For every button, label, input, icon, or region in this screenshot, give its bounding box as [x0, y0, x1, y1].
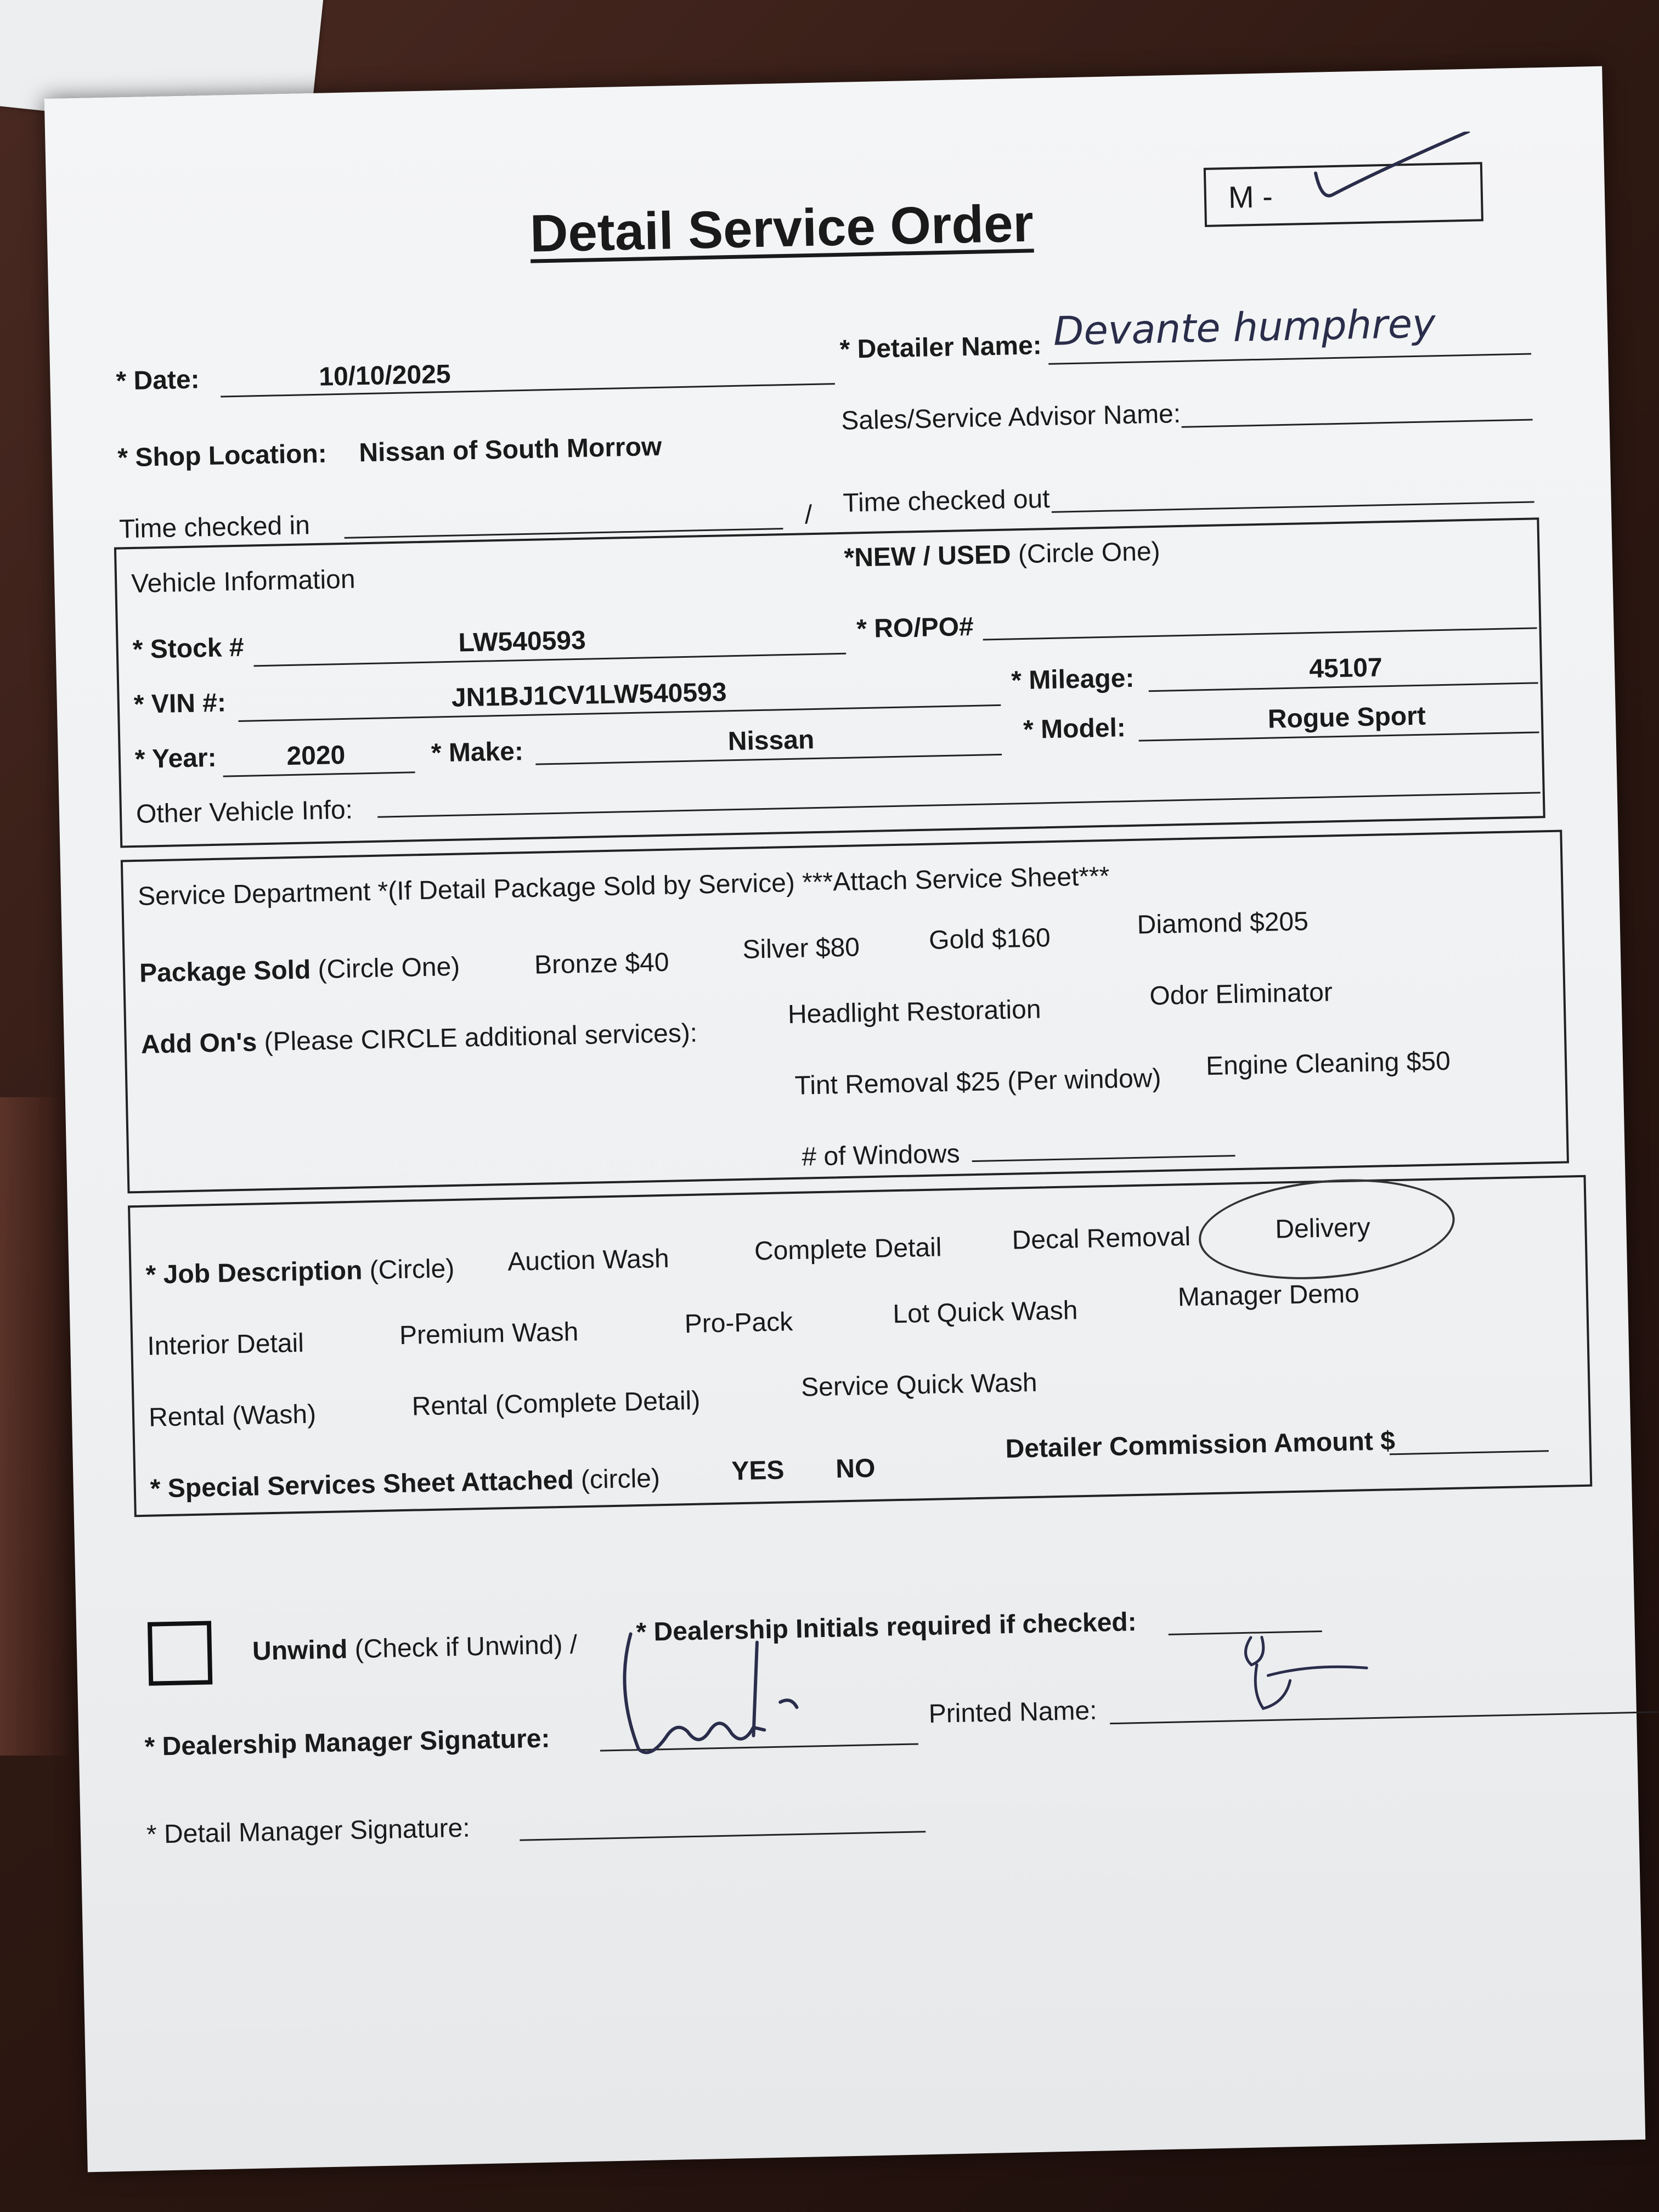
mileage-label: * Mileage:	[1011, 663, 1135, 696]
detailer-signature: Devante humphrey	[1053, 300, 1436, 354]
job-pro-pack[interactable]: Pro-Pack	[684, 1307, 793, 1339]
time-out-label: Time checked out	[842, 484, 1051, 518]
initials-label: * Dealership Initials required if checked:	[635, 1607, 1137, 1647]
package-diamond[interactable]: Diamond $205	[1137, 907, 1309, 940]
vin-value: JN1BJ1CV1LW540593	[451, 678, 727, 713]
job-complete-detail[interactable]: Complete Detail	[754, 1233, 942, 1266]
new-used-hint: (Circle One)	[1018, 537, 1161, 569]
printed-name-line	[1110, 1711, 1658, 1724]
job-field	[145, 1254, 455, 1290]
job-delivery[interactable]: Delivery	[1274, 1212, 1371, 1244]
model-label: * Model:	[1023, 713, 1126, 745]
addons-hint: (Please CIRCLE additional services):	[264, 1018, 698, 1057]
job-hint: (Circle)	[369, 1254, 455, 1285]
checkmark-icon	[1310, 132, 1476, 223]
shop-label: * Shop Location:	[117, 439, 328, 473]
detailer-label: * Detailer Name:	[839, 331, 1042, 364]
job-rental-wash[interactable]: Rental (Wash)	[148, 1400, 317, 1432]
detail-manager-line	[520, 1831, 926, 1841]
m-box-label: M -	[1228, 179, 1273, 215]
job-rental-complete[interactable]: Rental (Complete Detail)	[411, 1386, 701, 1421]
job-manager-demo[interactable]: Manager Demo	[1177, 1279, 1360, 1312]
special-label: * Special Services Sheet Attached	[150, 1465, 574, 1504]
job-service-quick-wash[interactable]: Service Quick Wash	[800, 1368, 1038, 1402]
commission-label: Detailer Commission Amount $	[1005, 1426, 1396, 1464]
year-label: * Year:	[134, 743, 217, 774]
time-in-label: Time checked in	[119, 511, 311, 544]
job-decal-removal[interactable]: Decal Removal	[1012, 1222, 1191, 1255]
model-value: Rogue Sport	[1267, 701, 1426, 734]
advisor-label: Sales/Service Advisor Name:	[840, 399, 1181, 436]
addon-odor[interactable]: Odor Eliminator	[1149, 978, 1333, 1011]
time-out-line	[1052, 501, 1534, 512]
service-order-sheet	[44, 66, 1646, 2172]
unwind-checkbox[interactable]	[148, 1621, 212, 1685]
m-box	[1204, 162, 1483, 227]
windows-label: # of Windows	[801, 1139, 961, 1172]
date-label: * Date:	[115, 365, 200, 396]
manager-signature-scribble	[614, 1618, 847, 1766]
job-label: * Job Description	[145, 1256, 363, 1290]
detail-manager-label: * Detail Manager Signature:	[146, 1813, 471, 1849]
job-auction-wash[interactable]: Auction Wash	[507, 1244, 670, 1277]
special-yes[interactable]: YES	[731, 1455, 785, 1486]
advisor-line	[1182, 419, 1533, 427]
stock-label: * Stock #	[132, 633, 245, 664]
stock-value: LW540593	[458, 625, 586, 658]
service-header: Service Department *(If Detail Package Sold by Service) ***Attach Service Sheet***	[137, 861, 1110, 911]
addon-headlight[interactable]: Headlight Restoration	[787, 995, 1042, 1030]
make-value: Nissan	[727, 725, 815, 757]
package-hint: (Circle One)	[318, 952, 460, 985]
addon-tint[interactable]: Tint Removal $25 (Per window)	[794, 1063, 1161, 1101]
addon-engine[interactable]: Engine Cleaning $50	[1205, 1046, 1451, 1081]
special-hint: (circle)	[580, 1464, 661, 1495]
dm-signature-label: * Dealership Manager Signature:	[144, 1724, 550, 1762]
unwind-hint: (Check if Unwind) /	[354, 1630, 578, 1664]
new-used-label: *NEW / USED	[844, 540, 1012, 573]
job-interior-detail[interactable]: Interior Detail	[146, 1328, 304, 1361]
package-silver[interactable]: Silver $80	[742, 933, 860, 964]
package-label: Package Sold	[139, 955, 311, 988]
printed-name-label: Printed Name:	[928, 1696, 1098, 1729]
year-value: 2020	[286, 740, 346, 771]
other-info-label: Other Vehicle Info:	[136, 795, 353, 829]
time-slash: /	[804, 500, 812, 530]
package-gold[interactable]: Gold $160	[928, 923, 1051, 955]
job-lot-quick-wash[interactable]: Lot Quick Wash	[892, 1296, 1078, 1329]
ropo-label: * RO/PO#	[856, 612, 974, 644]
shop-value: Nissan of South Morrow	[358, 432, 662, 468]
vehicle-section-label: Vehicle Information	[131, 565, 356, 599]
package-bronze[interactable]: Bronze $40	[534, 947, 670, 980]
make-label: * Make:	[431, 737, 524, 768]
unwind-label: Unwind	[252, 1635, 348, 1666]
unwind-field	[252, 1629, 578, 1666]
addons-label: Add On's	[140, 1028, 257, 1059]
printed-name-initials	[1228, 1618, 1373, 1720]
vin-label: * VIN #:	[133, 688, 227, 719]
mileage-value: 45107	[1308, 653, 1383, 684]
desk-reflection	[0, 1097, 77, 1756]
job-premium-wash[interactable]: Premium Wash	[399, 1317, 579, 1351]
form-title: Detail Service Order	[529, 194, 1034, 263]
special-no[interactable]: NO	[835, 1453, 876, 1484]
detailer-line	[1048, 353, 1531, 364]
date-value: 10/10/2025	[318, 359, 452, 392]
